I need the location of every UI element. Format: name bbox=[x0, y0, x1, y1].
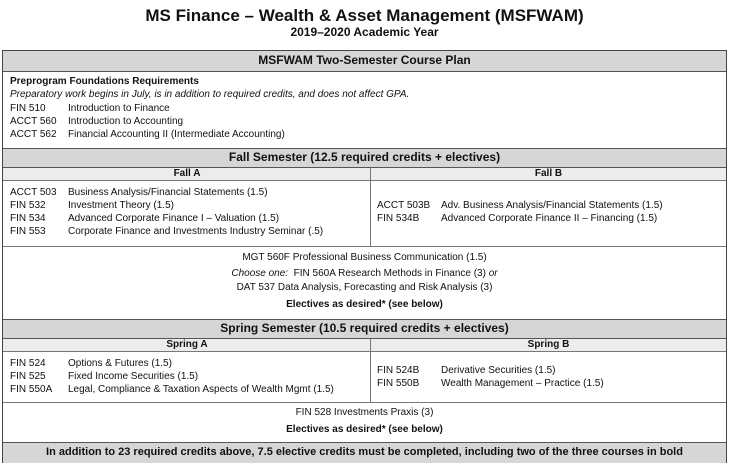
fall-b-label: Fall B bbox=[371, 168, 726, 181]
list-item bbox=[10, 384, 334, 395]
course-name: Investment Theory (1.5) bbox=[68, 200, 174, 211]
course-code: FIN 524 bbox=[10, 358, 46, 369]
choose-one-label: Choose one: bbox=[231, 268, 289, 279]
course-code: FIN 534B bbox=[377, 213, 420, 224]
course-name: Corporate Finance and Investments Industry Seminar (.5) bbox=[68, 226, 324, 237]
page-title: MS Finance – Wealth & Asset Management (MSFWAM) bbox=[145, 6, 584, 25]
course-code: ACCT 562 bbox=[10, 129, 57, 140]
fall-divider bbox=[370, 168, 371, 246]
choose-or: or bbox=[488, 268, 498, 279]
list-item bbox=[10, 226, 323, 237]
list-item bbox=[377, 378, 604, 389]
list-item bbox=[10, 116, 183, 127]
spring-full-term-course: FIN 528 Investments Praxis (3) bbox=[295, 407, 434, 418]
spring-semester-header: Spring Semester (10.5 required credits + electives) bbox=[3, 319, 726, 339]
course-name: Advanced Corporate Finance I – Valuation (1.5) bbox=[68, 213, 280, 224]
course-code: FIN 510 bbox=[10, 103, 46, 114]
course-name: Options & Futures (1.5) bbox=[68, 358, 172, 369]
course-name: Legal, Compliance & Taxation Aspects of Wealth Mgmt (1.5) bbox=[68, 384, 334, 395]
fall-choose-one bbox=[3, 268, 726, 279]
course-code: FIN 550B bbox=[377, 378, 420, 389]
course-code: FIN 532 bbox=[10, 200, 46, 211]
course-code: ACCT 503 bbox=[10, 187, 57, 198]
academic-year: 2019–2020 Academic Year bbox=[290, 25, 439, 39]
fall-full-term-course: MGT 560F Professional Business Communication (1.5) bbox=[242, 252, 487, 263]
list-item bbox=[377, 200, 663, 211]
list-item bbox=[10, 371, 198, 382]
list-item bbox=[10, 358, 172, 369]
fall-a-label: Fall A bbox=[3, 168, 371, 181]
list-item bbox=[10, 213, 279, 224]
course-name: Adv. Business Analysis/Financial Statements (1.5) bbox=[441, 200, 663, 211]
course-name: Wealth Management – Practice (1.5) bbox=[441, 378, 604, 389]
footer-note: In addition to 23 required credits above, 7.5 elective credits must be completed, including two of the three courses in bold bbox=[3, 442, 726, 463]
fall-electives: Electives as desired* (see below) bbox=[286, 299, 443, 310]
course-code: ACCT 503B bbox=[377, 200, 431, 211]
choose-one-option: FIN 560A Research Methods in Finance (3) bbox=[293, 268, 486, 279]
fall-semester-header: Fall Semester (12.5 required credits + electives) bbox=[3, 148, 726, 168]
preprogram-note: Preparatory work begins in July, is in addition to required credits, and does not affect GPA. bbox=[10, 89, 410, 100]
course-plan-table bbox=[2, 50, 727, 463]
list-item bbox=[10, 129, 285, 140]
course-code: FIN 553 bbox=[10, 226, 46, 237]
course-name: Derivative Securities (1.5) bbox=[441, 365, 556, 376]
course-code: FIN 524B bbox=[377, 365, 420, 376]
preprogram-heading: Preprogram Foundations Requirements bbox=[10, 76, 199, 87]
spring-b-label: Spring B bbox=[371, 339, 726, 352]
list-item bbox=[10, 103, 170, 114]
course-name: Introduction to Finance bbox=[68, 103, 170, 114]
spring-a-label: Spring A bbox=[3, 339, 371, 352]
spring-electives: Electives as desired* (see below) bbox=[286, 424, 443, 435]
course-code: FIN 525 bbox=[10, 371, 46, 382]
list-item bbox=[10, 200, 174, 211]
spring-separator bbox=[3, 402, 726, 403]
course-name: Advanced Corporate Finance II – Financing (1.5) bbox=[441, 213, 658, 224]
choose-one-option: DAT 537 Data Analysis, Forecasting and Risk Analysis (3) bbox=[236, 282, 493, 293]
course-code: FIN 550A bbox=[10, 384, 53, 395]
course-code: ACCT 560 bbox=[10, 116, 57, 127]
spring-divider bbox=[370, 339, 371, 402]
plan-header: MSFWAM Two-Semester Course Plan bbox=[3, 51, 726, 72]
course-name: Fixed Income Securities (1.5) bbox=[68, 371, 199, 382]
list-item bbox=[10, 187, 268, 198]
list-item bbox=[377, 213, 657, 224]
course-name: Financial Accounting II (Intermediate Accounting) bbox=[68, 129, 285, 140]
course-code: FIN 534 bbox=[10, 213, 46, 224]
course-name: Introduction to Accounting bbox=[68, 116, 184, 127]
list-item bbox=[377, 365, 555, 376]
course-name: Business Analysis/Financial Statements (1.5) bbox=[68, 187, 268, 198]
fall-separator bbox=[3, 246, 726, 247]
